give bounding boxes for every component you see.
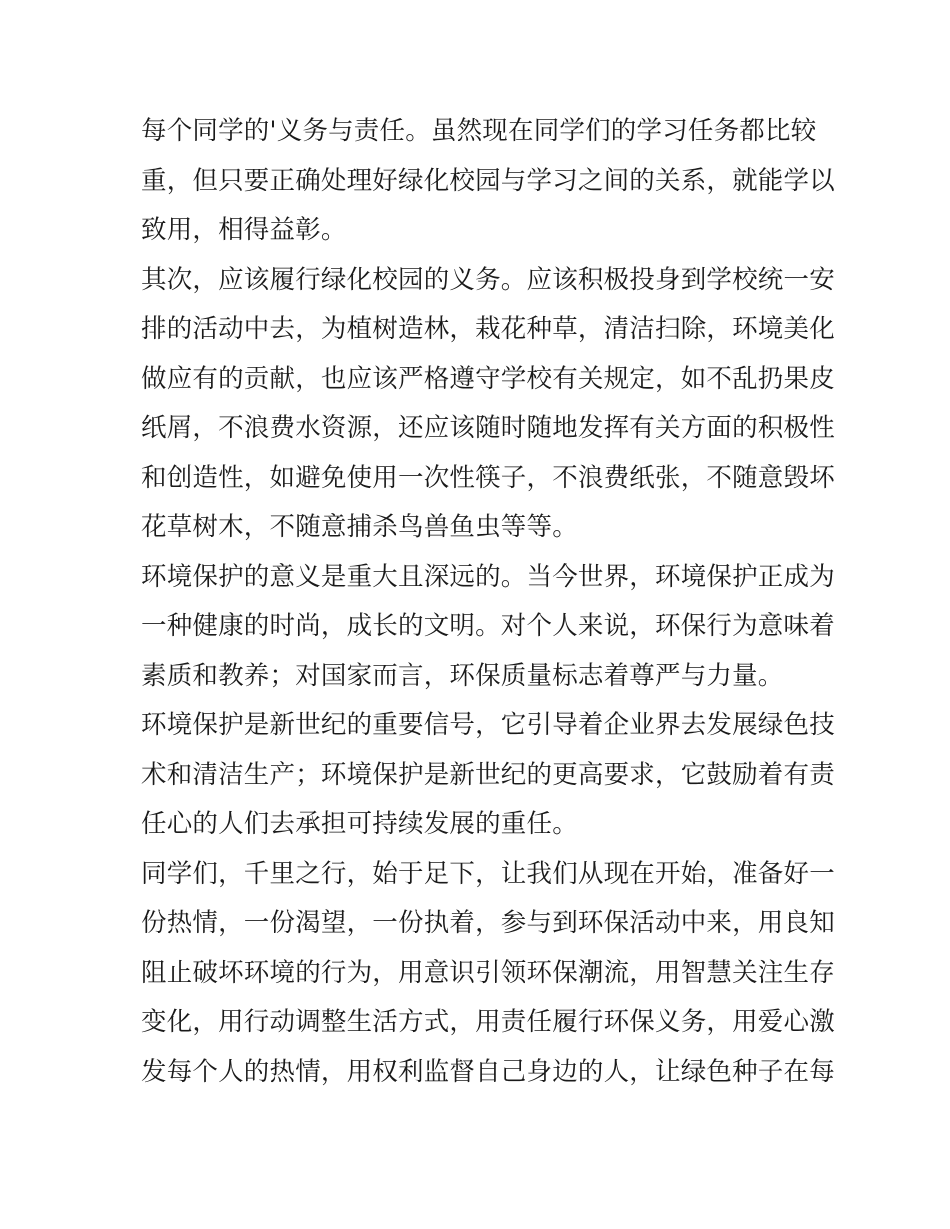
text-line: 排的活动中去，为植树造林，栽花种草，清洁扫除，环境美化 — [141, 314, 835, 344]
text-line: 同学们，千里之行，始于足下，让我们从现在开始，准备好一 — [141, 858, 835, 889]
text-line: 发每个人的热情，用权利监督自己身边的人，让绿色种子在每 — [141, 1056, 835, 1087]
text-line: 环境保护的意义是重大且深远的。当今世界，环境保护正成为 — [141, 561, 835, 592]
text-line: 纸屑，不浪费水资源，还应该随时随地发挥有关方面的积极性 — [141, 413, 835, 443]
text-line: 素质和教养；对国家而言，环保质量标志着尊严与力量。 — [141, 660, 784, 691]
paragraph-3 — [141, 553, 835, 702]
text-line: 阻止破坏环境的行为，用意识引领环保潮流，用智慧关注生存 — [141, 957, 835, 988]
document-body — [141, 107, 835, 1097]
text-line: 一种健康的时尚，成长的文明。对个人来说，环保行为意味着 — [141, 611, 835, 641]
text-line: 做应有的贡献，也应该严格遵守学校有关规定，如不乱扔果皮 — [141, 363, 835, 394]
text-line: 其次，应该履行绿化校园的义务。应该积极投身到学校统一安 — [141, 264, 835, 295]
text-line: 致用，相得益彰。 — [141, 215, 347, 245]
text-line: 每个同学的'义务与责任。虽然现在同学们的学习任务都比较 — [141, 116, 817, 146]
text-line: 重，但只要正确处理好绿化校园与学习之间的关系，就能学以 — [141, 165, 835, 196]
paragraph-1 — [141, 107, 835, 256]
text-line: 变化，用行动调整生活方式，用责任履行环保义务，用爱心激 — [141, 1007, 835, 1037]
text-line: 任心的人们去承担可持续发展的重任。 — [141, 809, 578, 839]
text-line: 花草树木，不随意捕杀鸟兽鱼虫等等。 — [141, 512, 578, 542]
paragraph-2 — [141, 256, 835, 553]
text-line: 环境保护是新世纪的重要信号，它引导着企业界去发展绿色技 — [141, 710, 835, 740]
text-line: 术和清洁生产；环境保护是新世纪的更高要求，它鼓励着有责 — [141, 759, 835, 790]
paragraph-5 — [141, 850, 835, 1098]
paragraph-4 — [141, 701, 835, 850]
text-line: 份热情，一份渴望，一份执着，参与到环保活动中来，用良知 — [141, 908, 835, 938]
text-line: 和创造性，如避免使用一次性筷子，不浪费纸张，不随意毁坏 — [141, 462, 835, 493]
